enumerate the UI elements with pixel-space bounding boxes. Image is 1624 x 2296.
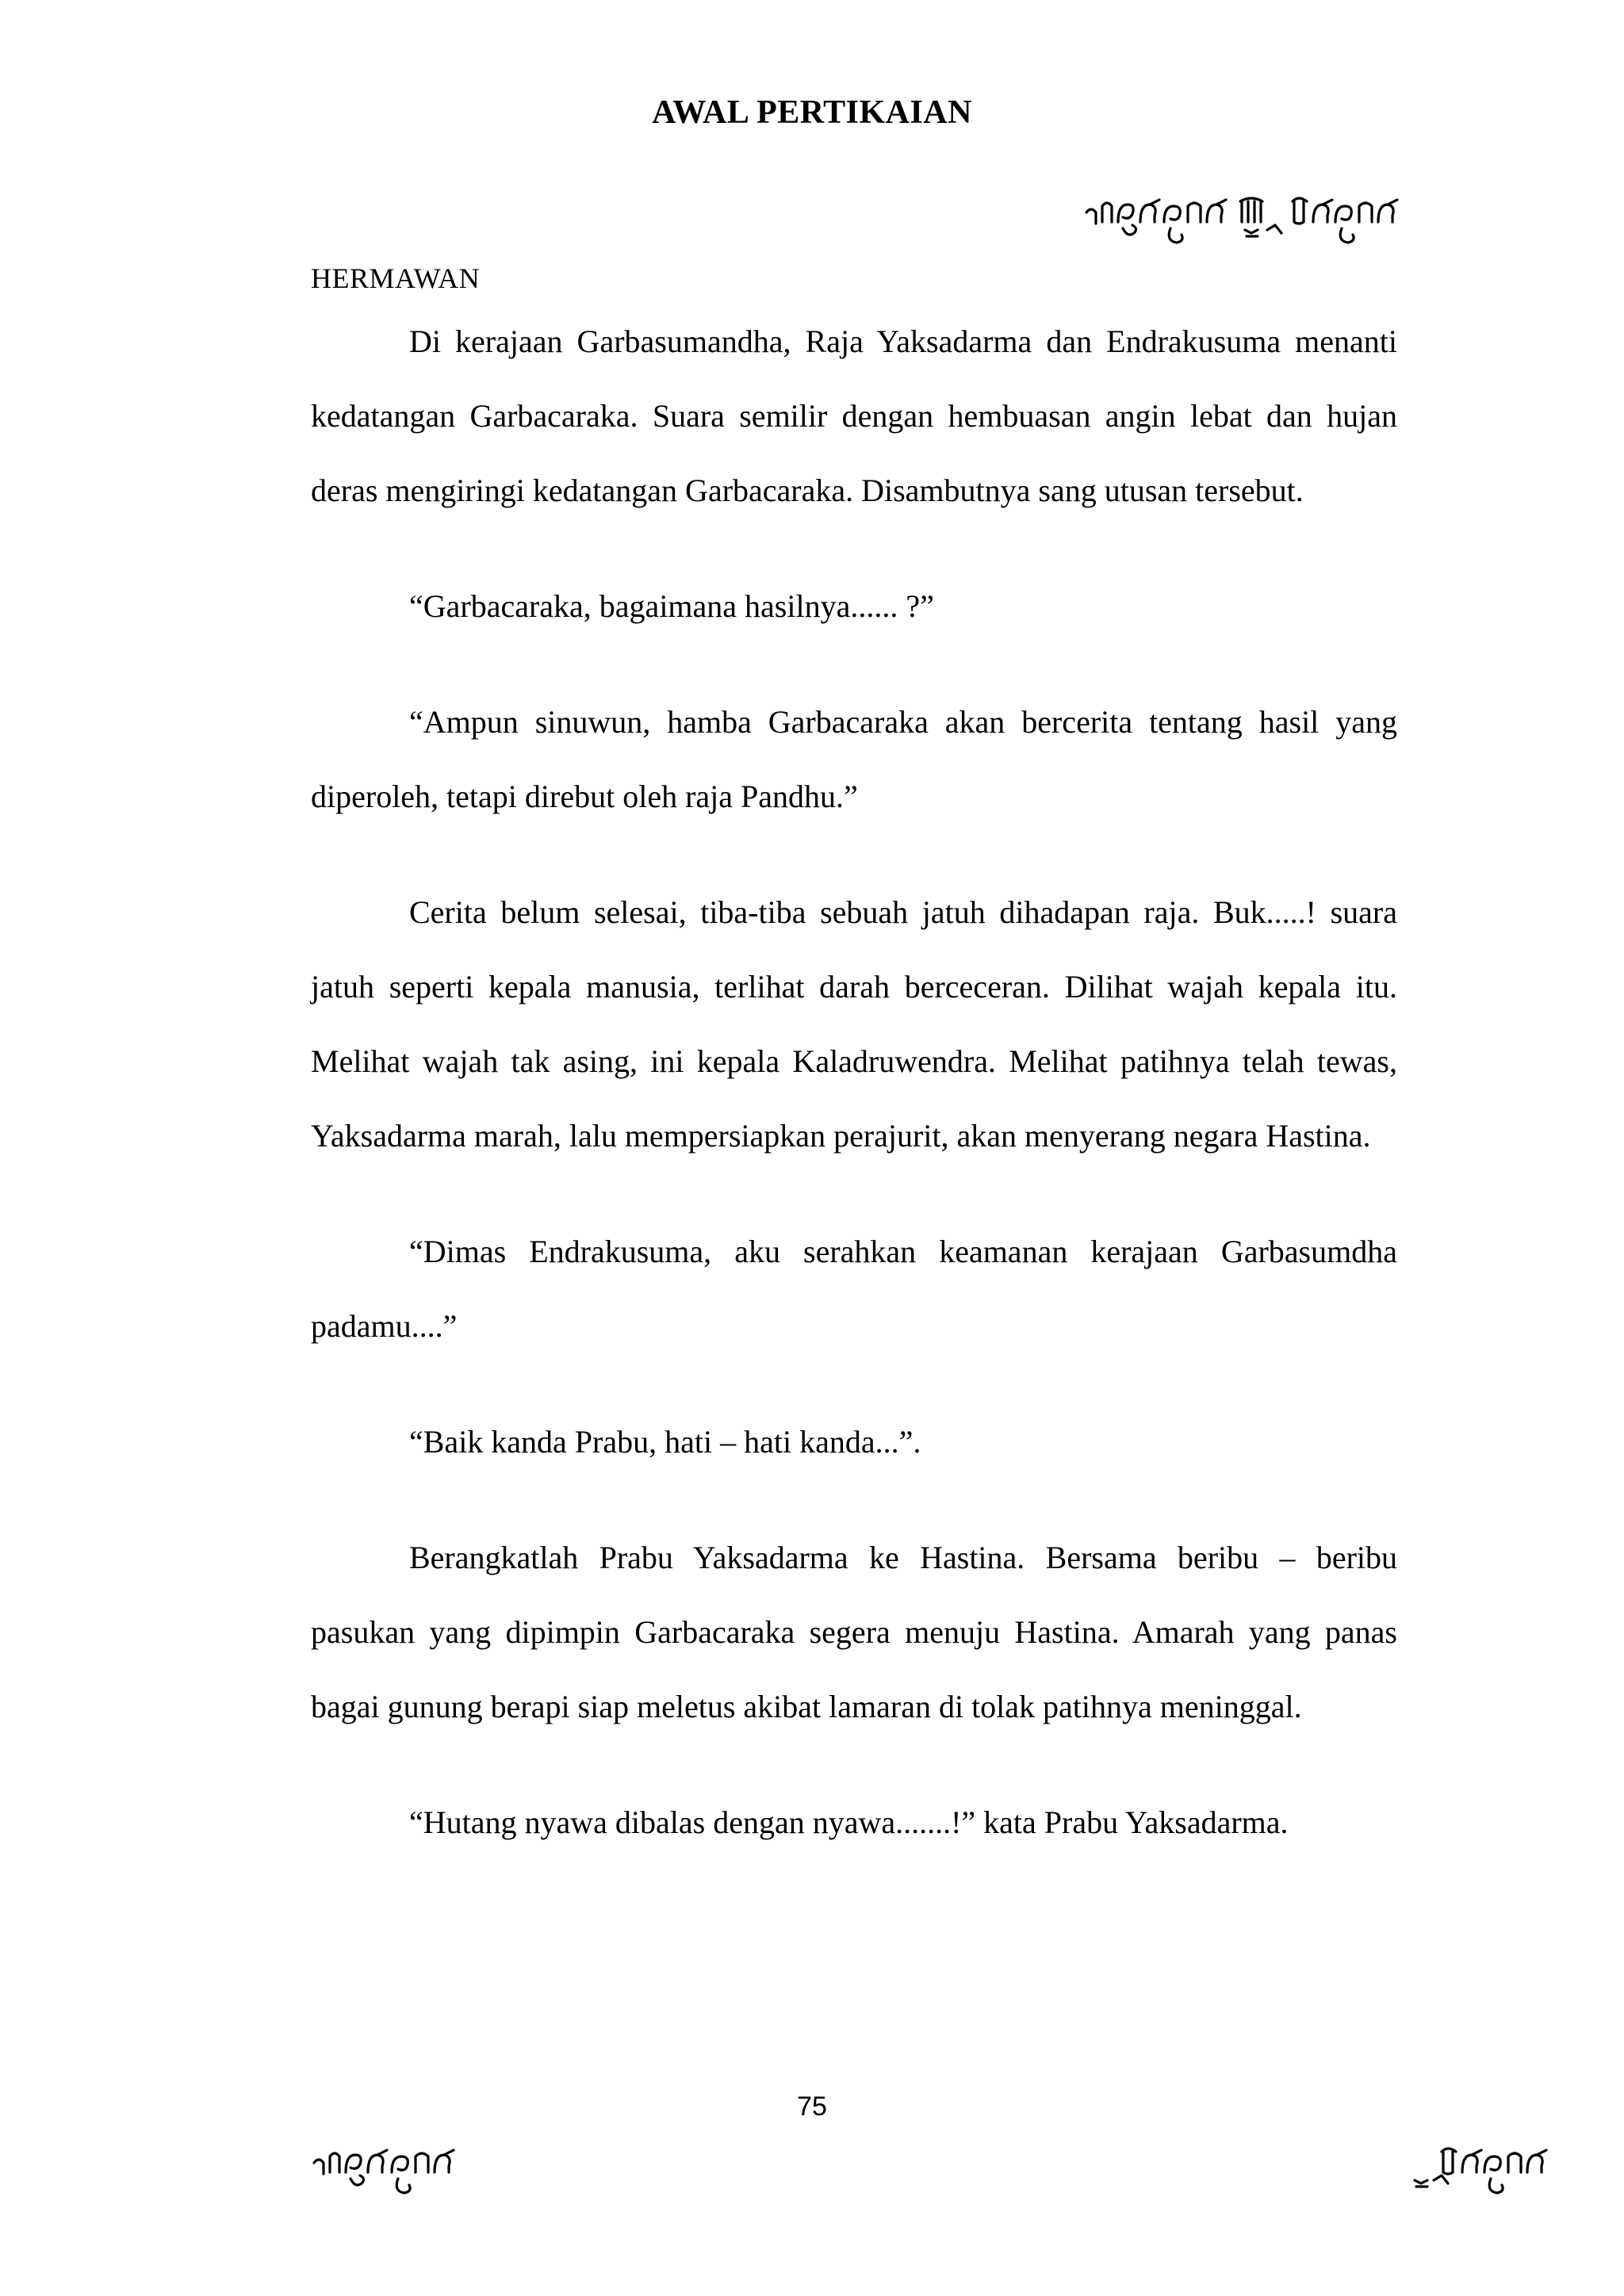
author-name: HERMAWAN xyxy=(311,262,481,294)
paragraph: “Dimas Endrakusuma, aku serahkan keamanan kerajaan Garbasumdha padamu....” xyxy=(311,1234,1397,1344)
paragraph: “Garbacaraka, bagaimana hasilnya...... ?” xyxy=(409,588,934,624)
paragraph: Di kerajaan Garbasumandha, Raja Yaksadarma dan Endrakusuma menanti kedatangan Garbacaraka. Suara semilir dengan hembuasan angin lebat dan hujan deras mengiringi kedatangan Garbacaraka. Disambutnya sang utusan tersebut. xyxy=(311,323,1397,508)
paragraph: Berangkatlah Prabu Yaksadarma ke Hastina. Bersama beribu – beribu pasukan yang dipimpin Garbacaraka segera menuju Hastina. Amarah yang panas bagai gunung berapi siap meletus akibat lamaran di tolak patihnya meninggal. xyxy=(311,1540,1397,1724)
paragraph: Cerita belum selesai, tiba-tiba sebuah jatuh dihadapan raja. Buk.....! suara jatuh seperti kepala manusia, terlihat darah berceceran. Dilihat wajah kepala itu. Melihat wajah tak asing, ini kepala Kaladruwendra. Melihat patihnya telah tewas, Yaksadarma marah, lalu mempersiapkan perajurit, akan menyerang negara Hastina. xyxy=(311,894,1397,1154)
paragraph: “Ampun sinuwun, hamba Garbacaraka akan bercerita tentang hasil yang diperoleh, tetapi direbut oleh raja Pandhu.” xyxy=(311,704,1397,814)
story-body xyxy=(311,304,1397,1860)
page-title: AWAL PERTIKAIAN xyxy=(652,94,972,131)
javanese-script-title-icon xyxy=(1083,189,1408,260)
paragraph: “Baik kanda Prabu, hati – hati kanda...”. xyxy=(409,1424,921,1460)
page-number: 75 xyxy=(797,2091,827,2122)
paragraph: “Hutang nyawa dibalas dengan nyawa.......!” kata Prabu Yaksadarma. xyxy=(409,1804,1289,1840)
javanese-script-footer-left-icon xyxy=(311,2141,493,2204)
javanese-script-footer-right-icon xyxy=(1411,2141,1562,2204)
